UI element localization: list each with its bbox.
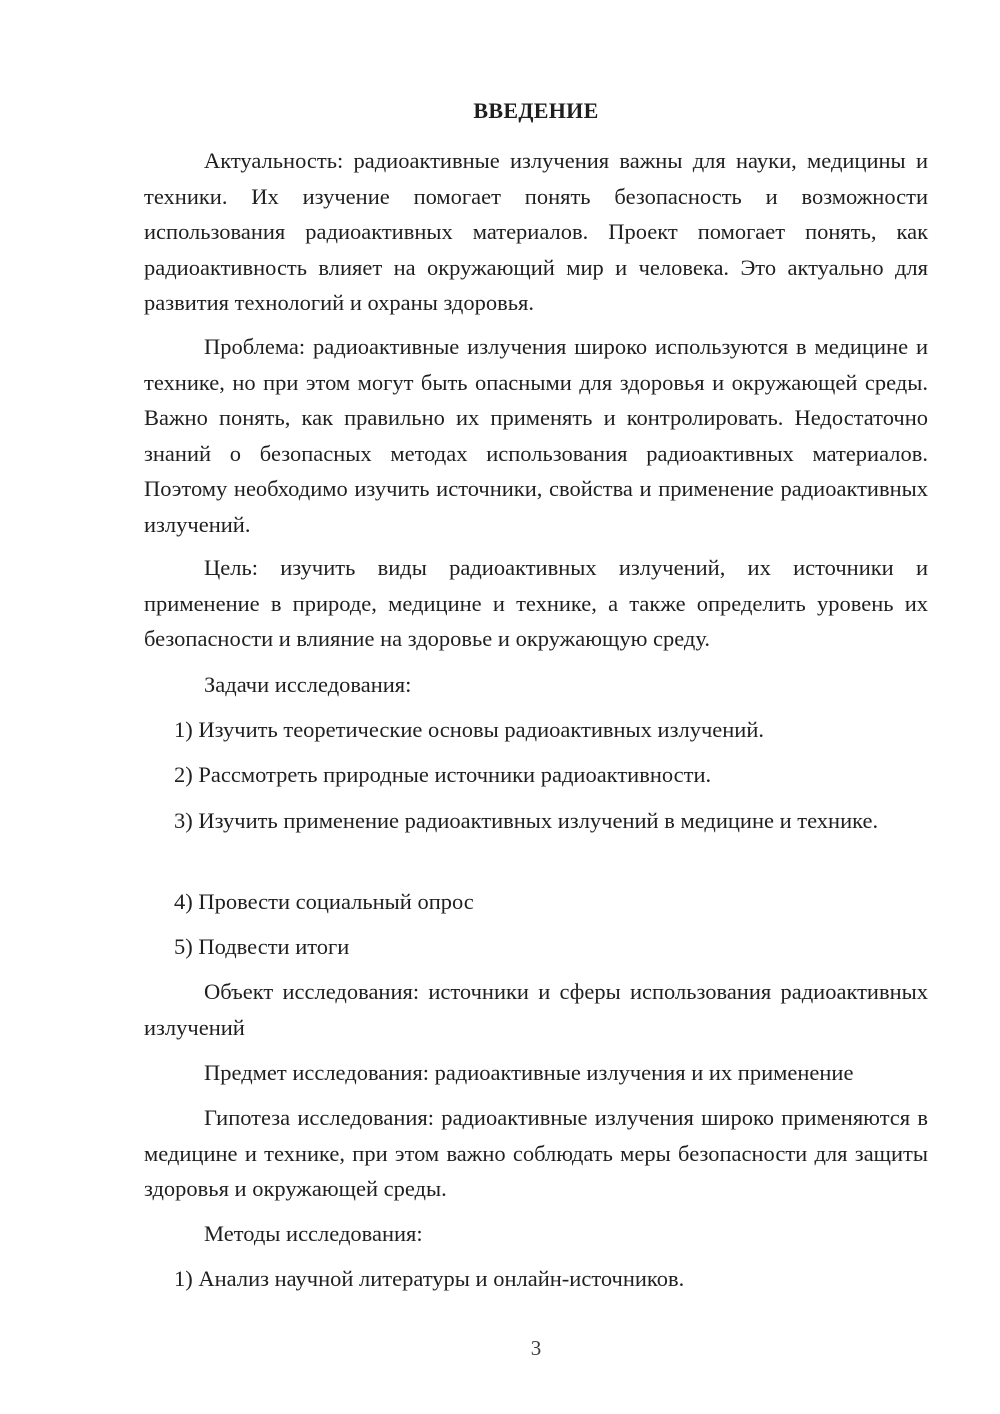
page-number: 3 bbox=[530, 1336, 542, 1360]
goal-paragraph: Цель: изучить виды радиоактивных излучений, их источники и применение в природе, медицине и технике, а также определить уровень их безопасности и влияние на здоровье и окружающую среду. bbox=[144, 555, 928, 651]
hypothesis-paragraph: Гипотеза исследования: радиоактивные излучения широко применяются в медицине и технике, при этом важно соблюдать меры безопасности для защиты здоровья и окружающей среды. bbox=[144, 1105, 928, 1201]
subject-paragraph: Предмет исследования: радиоактивные излучения и их применение bbox=[204, 1060, 854, 1085]
task-item-5: 5) Подвести итоги bbox=[174, 934, 350, 959]
task-item-2: 2) Рассмотреть природные источники радиоактивности. bbox=[174, 762, 712, 787]
methods-heading: Методы исследования: bbox=[204, 1221, 423, 1246]
tasks-heading: Задачи исследования: bbox=[204, 672, 412, 697]
problem-paragraph: Проблема: радиоактивные излучения широко используются в медицине и технике, но при этом могут быть опасными для здоровья и окружающей среды. Важно понять, как правильно их применять и контролировать. Недостаточно знаний о безопасных методах использования радиоактивных материалов. Поэтому необходимо изучить источники, свойства и применение радиоактивных излучений. bbox=[144, 334, 928, 537]
task-item-4: 4) Провести социальный опрос bbox=[174, 889, 474, 914]
task-item-3: 3) Изучить применение радиоактивных излучений в медицине и технике. bbox=[174, 808, 879, 833]
method-item-1: 1) Анализ научной литературы и онлайн-источников. bbox=[174, 1266, 685, 1291]
task-item-1: 1) Изучить теоретические основы радиоактивных излучений. bbox=[174, 717, 765, 742]
actuality-paragraph: Актуальность: радиоактивные излучения важны для науки, медицины и техники. Их изучение помогает понять безопасность и возможности использования радиоактивных материалов. Проект помогает понять, как радиоактивность влияет на окружающий мир и человека. Это актуально для развития технологий и охраны здоровья. bbox=[144, 148, 928, 315]
section-title: ВВЕДЕНИЕ bbox=[473, 98, 599, 123]
object-paragraph: Объект исследования: источники и сферы использования радиоактивных излучений bbox=[144, 979, 928, 1040]
